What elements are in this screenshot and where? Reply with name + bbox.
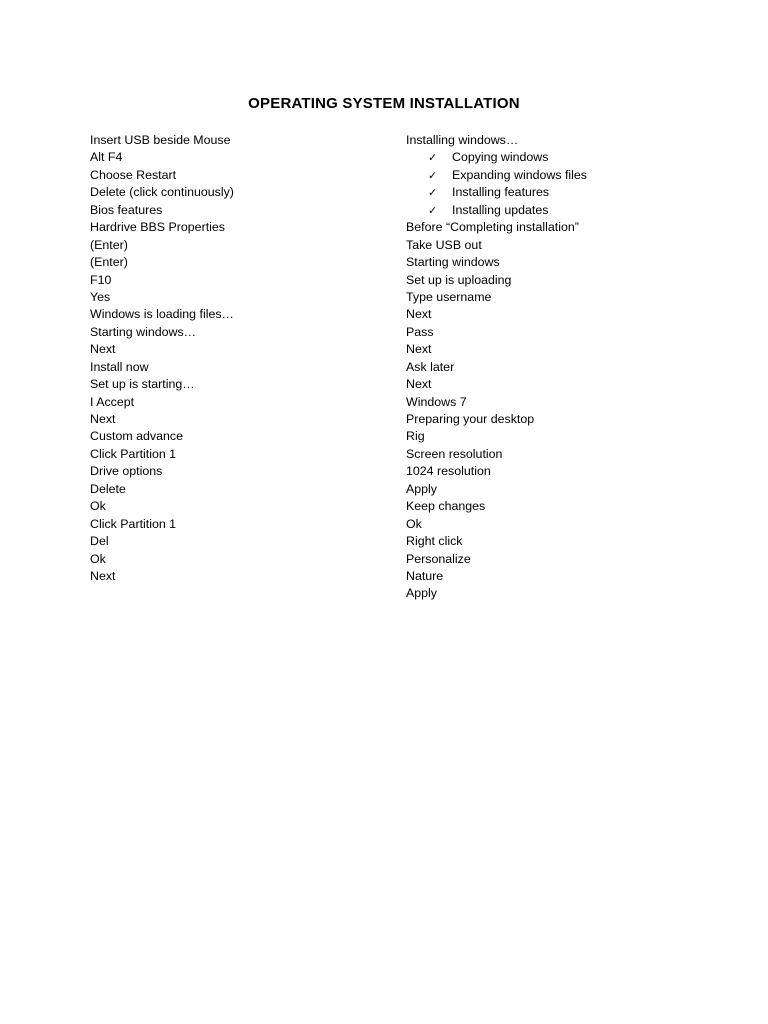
step-item: Alt F4 xyxy=(90,150,123,165)
checkmark-icon: ✓ xyxy=(428,151,438,165)
step-item xyxy=(406,568,726,585)
step-item xyxy=(406,254,726,271)
step-text: Screen resolution xyxy=(406,446,503,461)
step-item: Choose Restart xyxy=(90,167,177,182)
step-item xyxy=(406,289,726,306)
checklist-item xyxy=(406,149,726,166)
step-text: Next xyxy=(406,377,432,392)
step-item: Click Partition 1 xyxy=(90,516,177,531)
step-item: Starting windows… xyxy=(90,324,197,339)
step-text: Personalize xyxy=(406,551,471,566)
step-item xyxy=(406,359,726,376)
checklist-item xyxy=(406,167,726,184)
step-text: Windows 7 xyxy=(406,394,467,409)
step-text: 1024 resolution xyxy=(406,464,491,479)
step-text: Ok xyxy=(406,516,422,531)
step-item xyxy=(406,306,726,323)
checklist-item xyxy=(406,202,726,219)
step-text: Apply xyxy=(406,481,437,496)
step-item: F10 xyxy=(90,272,112,287)
step-item xyxy=(406,272,726,289)
page-title: OPERATING SYSTEM INSTALLATION xyxy=(248,95,520,112)
step-text: Nature xyxy=(406,568,444,583)
step-text: Apply xyxy=(406,586,437,601)
step-item: Set up is starting… xyxy=(90,377,195,392)
step-text: Before “Completing installation” xyxy=(406,220,579,235)
step-item: I Accept xyxy=(90,394,135,409)
step-item: (Enter) xyxy=(90,255,128,270)
step-item: Next xyxy=(90,412,116,426)
step-item: Del xyxy=(90,534,109,549)
step-item: Bios features xyxy=(90,202,163,217)
step-text: Type username xyxy=(406,289,492,304)
step-item xyxy=(406,428,726,445)
step-text: Installing windows… xyxy=(406,133,519,147)
step-item xyxy=(406,516,726,533)
step-text: Next xyxy=(406,307,432,322)
step-text: Keep changes xyxy=(406,499,486,514)
checkmark-icon: ✓ xyxy=(428,186,438,200)
right-step-list xyxy=(406,132,726,603)
step-item xyxy=(406,585,726,602)
step-item xyxy=(406,498,726,515)
checkmark-icon: ✓ xyxy=(428,203,438,217)
step-item: Next xyxy=(90,568,116,583)
step-item xyxy=(406,394,726,411)
step-item: (Enter) xyxy=(90,237,128,252)
step-item: Delete xyxy=(90,481,126,496)
checklist-item xyxy=(406,184,726,201)
step-item: Windows is loading files… xyxy=(90,307,234,322)
step-item xyxy=(406,481,726,498)
step-item xyxy=(406,376,726,393)
step-item: Ok xyxy=(90,551,106,566)
step-item xyxy=(406,533,726,550)
step-item xyxy=(406,341,726,358)
step-item: Delete (click continuously) xyxy=(90,185,234,200)
step-text: Starting windows xyxy=(406,255,500,270)
step-item xyxy=(406,219,726,236)
step-text: Right click xyxy=(406,534,463,549)
left-step-list xyxy=(90,132,390,585)
step-item xyxy=(406,324,726,341)
step-text: Next xyxy=(406,342,432,357)
step-text: Rig xyxy=(406,429,425,444)
step-item: Hardrive BBS Properties xyxy=(90,220,225,235)
checkmark-icon: ✓ xyxy=(428,168,438,182)
step-item xyxy=(406,411,726,428)
step-item xyxy=(406,463,726,480)
step-text: Preparing your desktop xyxy=(406,412,535,426)
step-item: Click Partition 1 xyxy=(90,446,177,461)
step-text: Expanding windows files xyxy=(452,167,587,182)
step-text: Copying windows xyxy=(452,150,549,165)
step-text: Set up is uploading xyxy=(406,272,512,287)
step-item xyxy=(406,237,726,254)
step-item xyxy=(406,132,726,149)
step-text: Installing updates xyxy=(452,202,549,217)
step-item: Yes xyxy=(90,289,111,304)
step-text: Installing features xyxy=(452,185,550,200)
step-text: Ask later xyxy=(406,359,455,374)
step-item xyxy=(406,446,726,463)
step-item: Insert USB beside Mouse xyxy=(90,133,231,147)
step-item: Install now xyxy=(90,359,149,374)
step-item xyxy=(406,551,726,568)
step-item: Next xyxy=(90,342,116,357)
step-item: Drive options xyxy=(90,464,163,479)
step-text: Take USB out xyxy=(406,237,482,252)
step-item: Custom advance xyxy=(90,429,183,444)
step-item: Ok xyxy=(90,499,106,514)
step-text: Pass xyxy=(406,324,434,339)
